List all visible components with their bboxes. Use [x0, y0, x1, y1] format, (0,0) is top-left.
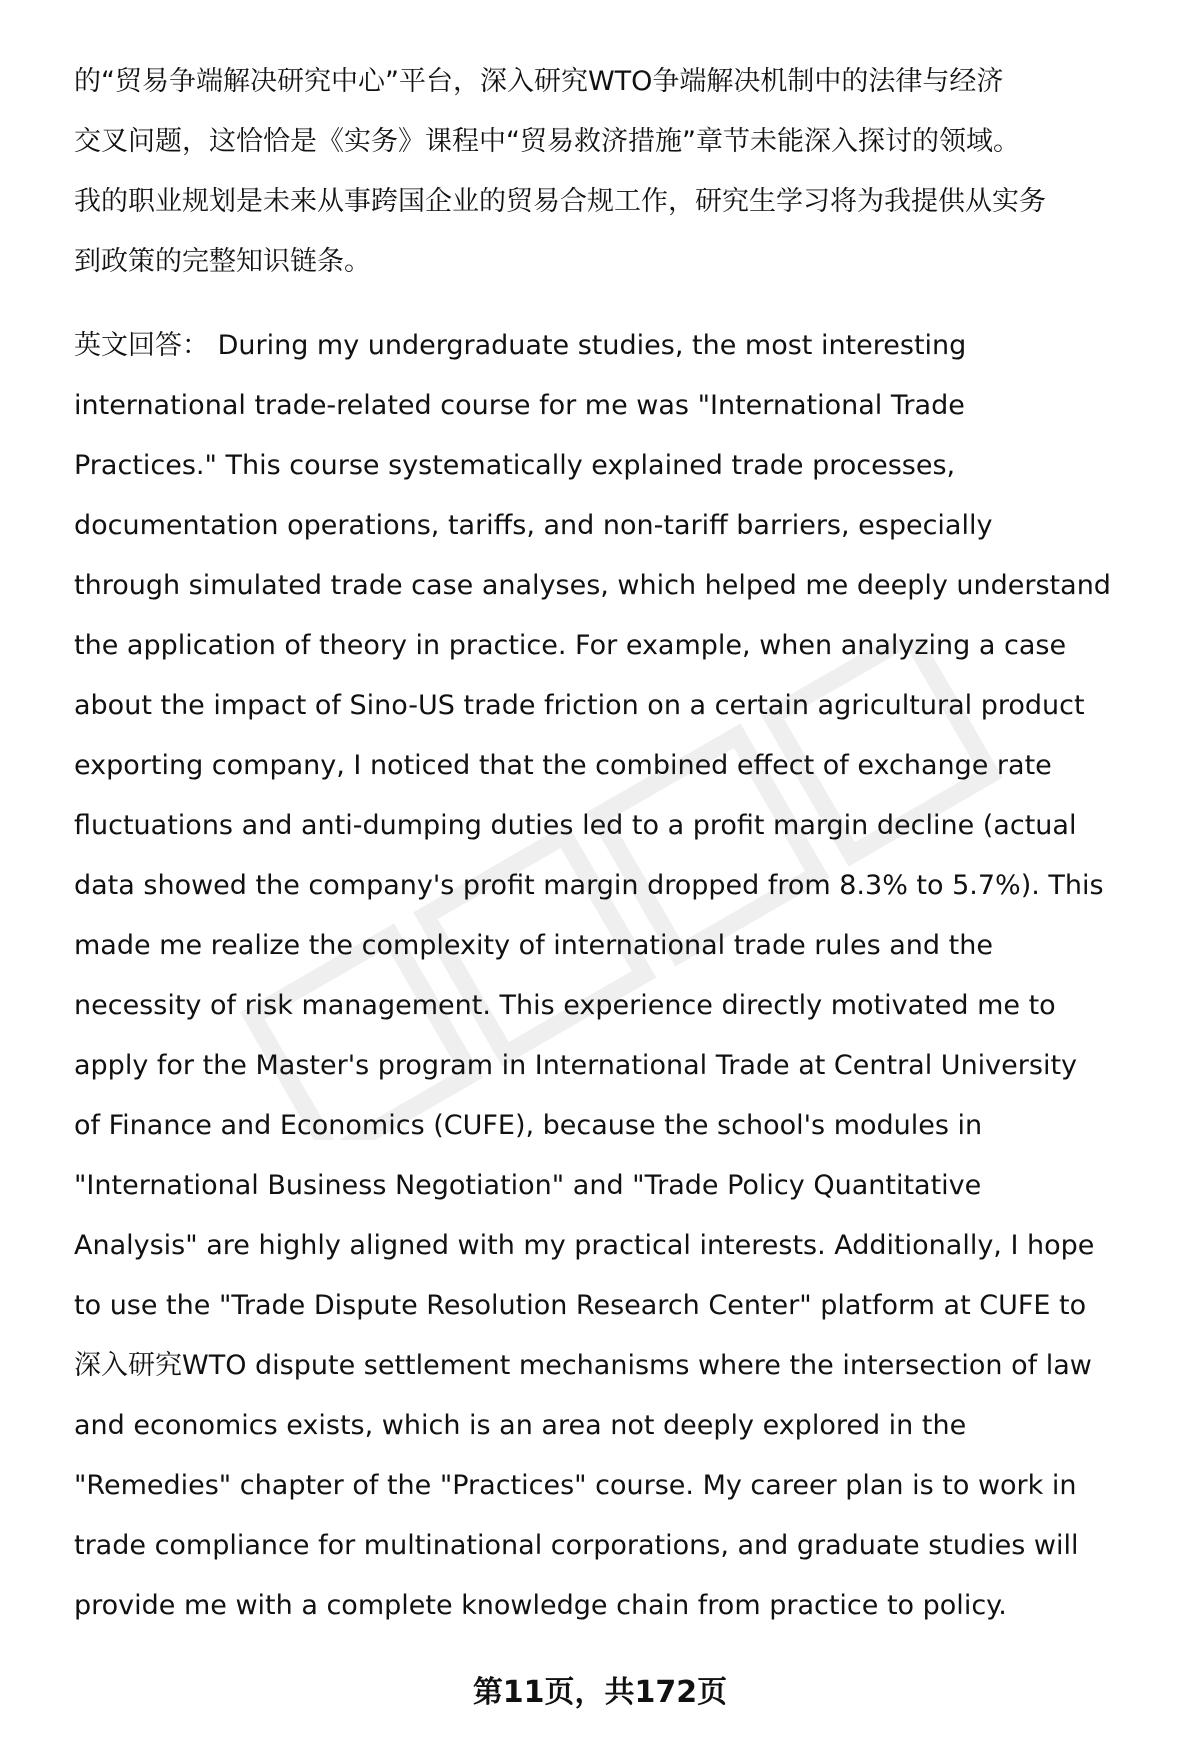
text-line: 交叉问题，这恰恰是《实务》课程中“贸易救济措施”章节未能深入探讨的领域。 [74, 126, 1020, 157]
text-line: exporting company, I noticed that the combined effect of exchange rate [74, 750, 1052, 781]
cn-paragraph [74, 52, 1164, 292]
text-line: provide me with a complete knowledge chain from practice to policy. [74, 1590, 1007, 1621]
text-line: 的“贸易争端解决研究中心”平台，深入研究WTO争端解决机制中的法律与经济 [74, 66, 1004, 97]
text-line: about the impact of Sino-US trade friction on a certain agricultural product [74, 690, 1085, 721]
text-line: Analysis" are highly aligned with my practical interests. Additionally, I hope [74, 1230, 1095, 1261]
text-line: Practices." This course systematically explained trade processes, [74, 450, 956, 481]
page-number: 第11页，共172页 [472, 1675, 728, 1710]
text-line: necessity of risk management. This experience directly motivated me to [74, 990, 1056, 1021]
text-line: data showed the company's profit margin dropped from 8.3% to 5.7%). This [74, 870, 1104, 901]
text-line: through simulated trade case analyses, which helped me deeply understand [74, 570, 1111, 601]
text-line: international trade-related course for me was "International Trade [74, 390, 965, 421]
text-line: and economics exists, which is an area not deeply explored in the [74, 1410, 967, 1441]
text-line: apply for the Master's program in International Trade at Central University [74, 1050, 1078, 1081]
en-paragraph [74, 316, 1164, 1636]
text-line: made me realize the complexity of international trade rules and the [74, 930, 993, 961]
text-line: 英文回答： During my undergraduate studies, the most interesting [74, 330, 967, 361]
text-line: 到政策的完整知识链条。 [74, 246, 371, 277]
text-line: documentation operations, tariffs, and non-tariff barriers, especially [74, 510, 993, 541]
body-text [74, 52, 1164, 1636]
text-line: "Remedies" chapter of the "Practices" course. My career plan is to work in [74, 1470, 1077, 1501]
paragraph-gap [74, 292, 1164, 316]
text-line: 我的职业规划是未来从事跨国企业的贸易合规工作，研究生学习将为我提供从实务 [74, 186, 1046, 217]
text-line: to use the "Trade Dispute Resolution Research Center" platform at CUFE to [74, 1290, 1087, 1321]
text-line: the application of theory in practice. For example, when analyzing a case [74, 630, 1067, 661]
text-line: of Finance and Economics (CUFE), because the school's modules in [74, 1110, 983, 1141]
text-line: trade compliance for multinational corporations, and graduate studies will [74, 1530, 1079, 1561]
text-line: fluctuations and anti-dumping duties led to a profit margin decline (actual [74, 810, 1077, 841]
text-line: 深入研究WTO dispute settlement mechanisms where the intersection of law [74, 1350, 1092, 1381]
text-line: "International Business Negotiation" and "Trade Policy Quantitative [74, 1170, 982, 1201]
